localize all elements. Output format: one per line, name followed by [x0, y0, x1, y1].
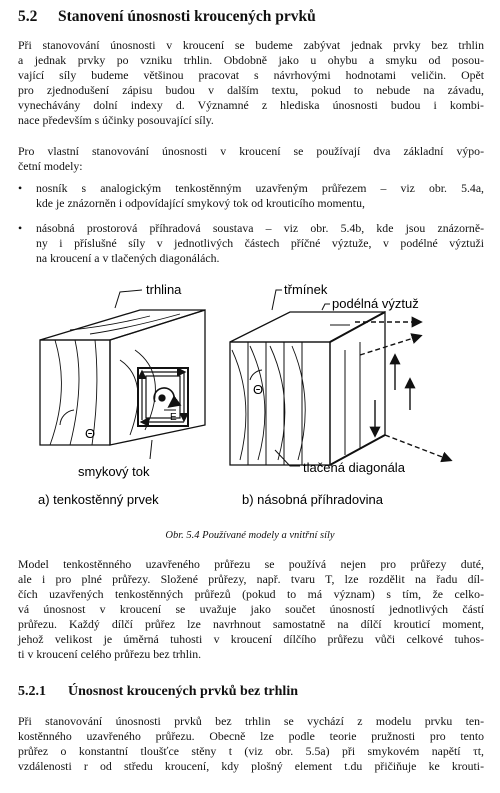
force-arrow-upper-diag [360, 336, 420, 355]
text-line: kostěnného uzavřeného průřezu. Obecně lze podle teorie pružnosti pro tento [18, 729, 484, 743]
text-line: a jednak prvky po vzniku trhlin. Obdobně jako u ohybu a smyku od posou- [18, 53, 484, 67]
truss-top-face [230, 312, 385, 342]
crack-lines-top [70, 314, 180, 334]
text-line: četní modely: [18, 159, 83, 173]
theta-arc-a [60, 410, 74, 425]
figure-caption: Obr. 5.4 Používané modely a vnitřní síly [165, 530, 335, 541]
subfigure-b-caption: b) násobná příhradovina [242, 492, 383, 507]
section-title: Stanovení únosnosti kroucených prvků [58, 8, 316, 25]
text-line: Model tenkostěnného uzavřeného průřezu se používá nejen pro průřezy duté, [18, 557, 484, 571]
smykovy-tok-leader [150, 440, 152, 459]
label-smykovy-tok: smykový tok [78, 464, 150, 479]
text-line: kde je znázorněn i odpovídající smykový tok od krouticího momentu, [36, 196, 365, 210]
truss-side-face [330, 312, 385, 465]
truss-front-face [230, 342, 330, 465]
text-line: ny i příslušné síly v jednotlivých částech příčné výztuže, v podélné výztuži [36, 236, 484, 250]
compression-diagonals [232, 346, 305, 460]
subfigure-a-caption: a) tenkostěnný prvek [38, 492, 159, 507]
bullet-symbol: • [18, 181, 23, 195]
trhlina-leader [115, 290, 142, 308]
text-line: vá únosnost v kroucení se uvažuje jako součet únosností jednotlivých částí [18, 602, 484, 616]
text-line: Při stanovování únosnosti prvků bez trhlin se vychází z modelu prvku ten- [18, 714, 484, 728]
text-line: pro zjednodušení zápisu budou v dalším textu, pokud to nebude na závadu, [18, 83, 484, 97]
text-line: vzdálenosti r od středu kroucení, kdy plošný element t.du přičiňuje ke krouti- [18, 759, 484, 773]
subsection-number: 5.2.1 [18, 684, 46, 699]
unc-cracked-paragraph [18, 714, 484, 774]
figure-a-thin-walled-element [40, 290, 205, 459]
torque-center [159, 395, 165, 401]
text-line: nace především s účinky posouvající síly. [18, 113, 214, 127]
label-podelna-vyztuz: podélná výztuž [332, 296, 419, 311]
podelna-vyztuz-leader [322, 304, 330, 310]
figure-b-space-truss [230, 290, 450, 466]
text-line: ale i pro plné průřezy. Složené průřezy, např. tvaru T, lze rozdělit na řadu díl- [18, 572, 484, 586]
bullet-symbol: • [18, 221, 23, 235]
text-line: jehož velikost je úměrná tuhosti v kroucení dílčího průřezu vůči celkové tuhos- [18, 632, 484, 646]
model-paragraph [18, 557, 484, 662]
triminek-leader [272, 290, 282, 310]
longitudinal-bars [330, 312, 385, 465]
box-left-face [40, 340, 110, 445]
intro-paragraph [18, 38, 484, 128]
label-theta-a: Θ [85, 426, 96, 441]
box-front-face [110, 310, 205, 445]
subsection-heading [18, 684, 298, 700]
text-line: průřezu. Každý dílčí průřez lze navrhnout samostatně na dílčí krouticí moment, [18, 617, 484, 631]
text-line: na kroucení a v tlačených diagonálách. [36, 251, 220, 265]
label-triminek: třmínek [284, 282, 328, 297]
section-number: 5.2 [18, 8, 38, 25]
text-line: ti v kroucení celého průřezu bez trhlin. [18, 647, 202, 661]
side-stirrups [345, 342, 360, 455]
label-tlacena-diagonala: tlačená diagonála [303, 460, 405, 475]
text-line: vynechávány dolní indexy d. Významné z hlediska únosnosti budou i kombi- [18, 98, 484, 112]
models-intro-paragraph [18, 144, 484, 174]
subsection-title: Únosnost kroucených prvků bez trhlin [68, 684, 299, 699]
text-line: průřez o konstantní tloušťce stěny t (viz obr. 5.5a) při smykovém napětí τt, [18, 744, 484, 758]
text-line: Pro vlastní stanovování únosnosti v kroucení se používají dva základní výpo- [18, 144, 484, 158]
force-arrow-bottom [385, 435, 450, 460]
text-line: Při stanovování únosnosti v kroucení se budeme zabývat jednak prvky bez trhlin [18, 38, 484, 52]
section-heading [18, 8, 316, 26]
label-theta-b: Θ [253, 382, 264, 397]
text-line: vající síly budeme většinou pracovat s návrhovými hodnotami veličin. Opět [18, 68, 484, 82]
figure-5-4 [0, 270, 500, 525]
text-line: čích uzavřených tenkostěnných průřezů (pokud to má význam) s tím, že celko- [18, 587, 484, 601]
label-trhlina: trhlina [146, 282, 182, 297]
label-e: E [170, 412, 177, 423]
text-line: násobná prostorová příhradová soustava – viz obr. 5.4b, kde jsou znázorně- [36, 221, 484, 235]
text-line: nosník s analogickým tenkostěnným uzavřeným průřezem – viz obr. 5.4a, [36, 181, 484, 195]
